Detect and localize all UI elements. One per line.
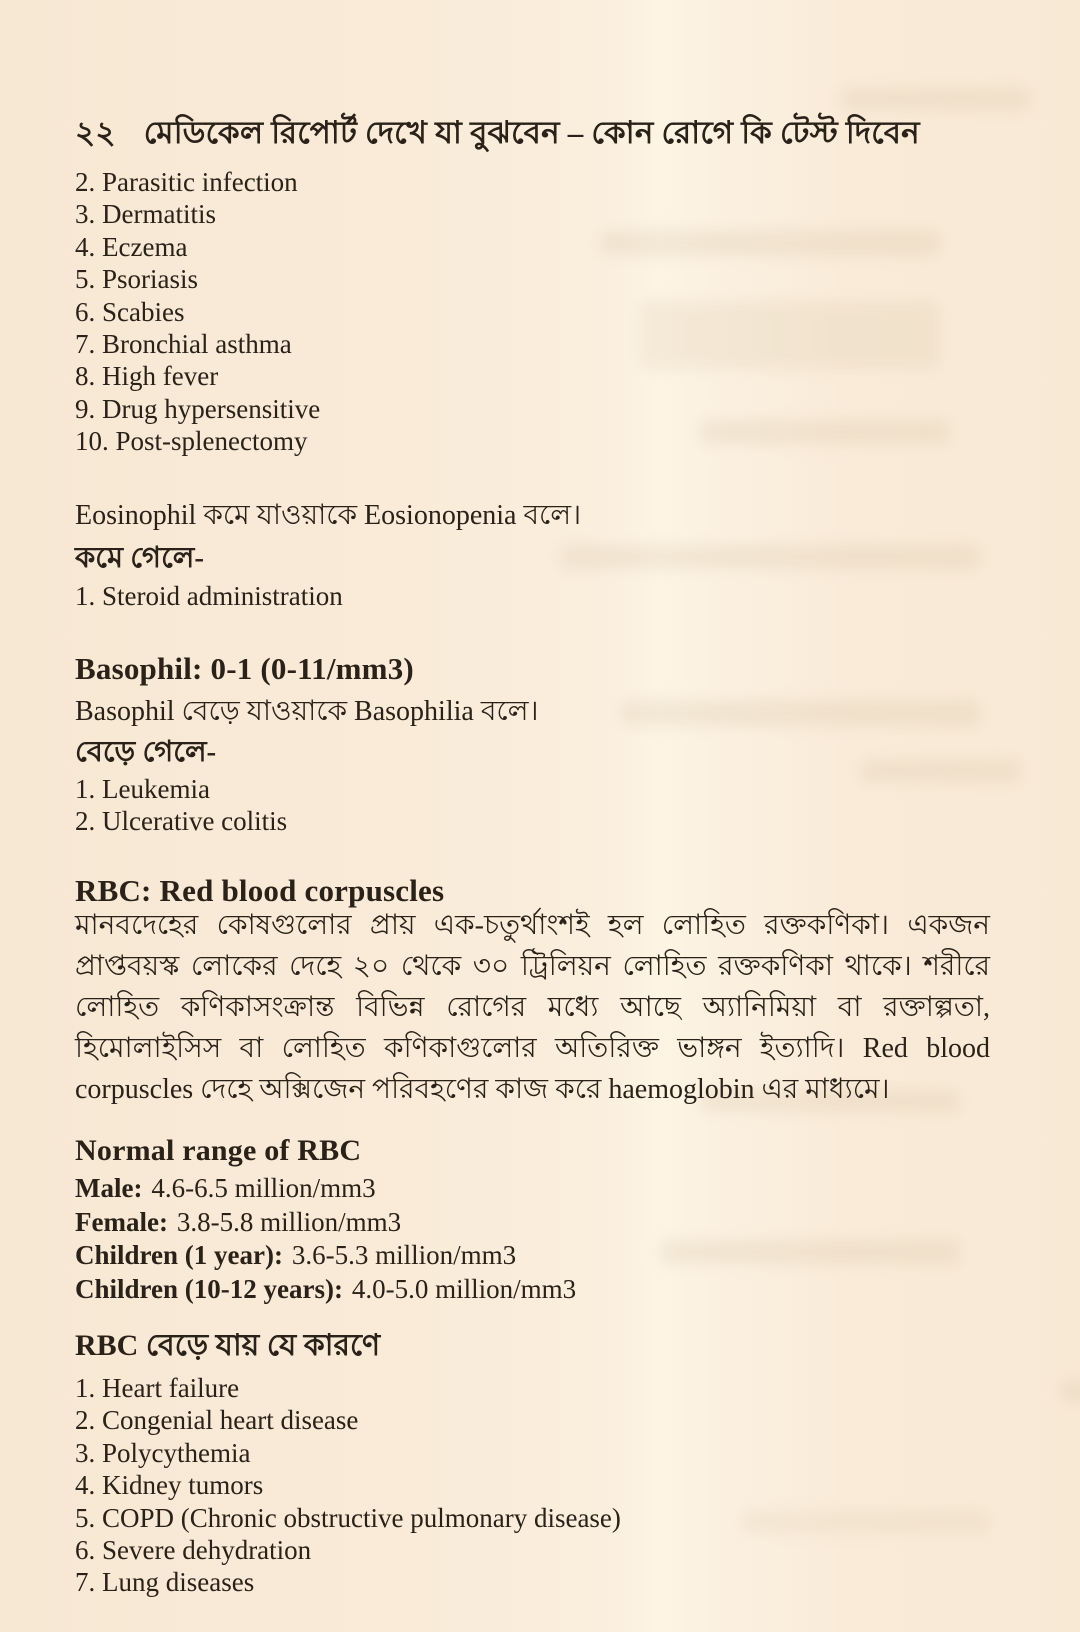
list-item: 10. Post-splenectomy — [75, 426, 308, 457]
range-value: 3.6-5.3 million/mm3 — [291, 1240, 517, 1270]
basophil-definition: Basophil বেড়ে যাওয়াকে Basophilia বলে। — [75, 696, 539, 727]
rbc-normal-range-list — [75, 1172, 990, 1306]
list-item: 6. Scabies — [75, 296, 185, 327]
list-item: 4. Kidney tumors — [75, 1470, 264, 1501]
list-item: 1. Heart failure — [75, 1373, 240, 1403]
range-entry — [75, 1239, 990, 1273]
list-item: 3. Polycythemia — [75, 1437, 251, 1468]
list-item: 6. Severe dehydration — [75, 1535, 312, 1566]
list-item: 7. Bronchial asthma — [75, 329, 292, 360]
bleed-through-artifact — [840, 88, 1030, 110]
range-entry — [75, 1206, 990, 1240]
page-number: ২২ — [75, 115, 116, 150]
rbc-increase-heading: RBC বেড়ে যায় যে কারণে — [75, 1329, 381, 1362]
range-label: Female: — [75, 1206, 168, 1237]
eosinopenia-causes-list — [75, 580, 990, 612]
range-entry — [75, 1172, 990, 1206]
range-value: 3.8-5.8 million/mm3 — [176, 1206, 402, 1237]
range-label: Children (1 year): — [75, 1240, 283, 1270]
chapter-title: মেডিকেল রিপোর্ট দেখে যা বুঝবেন – কোন রোগে কি টেস্ট দিবেন — [143, 115, 920, 150]
chapter-header — [75, 112, 990, 154]
range-value: 4.6-6.5 million/mm3 — [151, 1173, 376, 1203]
eosinophilia-causes-list — [75, 166, 990, 458]
basophilia-subheading: বেড়ে গেলে- — [75, 736, 217, 768]
list-item: 5. COPD (Chronic obstructive pulmonary disease) — [75, 1502, 621, 1533]
list-item: 2. Congenial heart disease — [75, 1405, 359, 1436]
list-item: 2. Parasitic infection — [75, 167, 298, 197]
list-item: 7. Lung diseases — [75, 1567, 255, 1598]
list-item: 1. Steroid administration — [75, 581, 343, 611]
range-value: 4.0-5.0 million/mm3 — [351, 1273, 577, 1304]
eosinopenia-definition: Eosinophil কমে যাওয়াকে Eosionopenia বলে। — [75, 500, 582, 531]
basophilia-causes-list — [75, 773, 990, 838]
bleed-through-artifact — [1060, 1380, 1080, 1402]
list-item: 3. Dermatitis — [75, 199, 216, 230]
list-item: 2. Ulcerative colitis — [75, 806, 288, 837]
rbc-heading: RBC: Red blood corpuscles — [75, 873, 445, 908]
range-label: Children (10-12 years): — [75, 1273, 343, 1304]
range-entry — [75, 1273, 990, 1307]
list-item: 1. Leukemia — [75, 774, 210, 804]
rbc-paragraph: মানবদেহের কোষগুলোর প্রায় এক-চতুর্থাংশই হল লোহিত রক্তকণিকা। একজন প্রাপ্তবয়স্ক লোকের দেহে ২০ থেকে ৩০ ট্রিলিয়ন লোহিত রক্তকণিকা থাকে। শরীরে লোহিত কণিকাসংক্রান্ত বিভিন্ন রোগের মধ্যে আছে অ্যানিমিয়া বা রক্তাল্পতা, হিমোলাইসিস বা লোহিত কণিকাগুলোর অতিরিক্ত ভাঙ্গন ইত্যাদি। Red blood corpuscles দেহে অক্সিজেন পরিবহণের কাজ করে haemoglobin এর মাধ্যমে। — [75, 910, 990, 1105]
eosinopenia-subheading: কমে গেলে- — [75, 542, 204, 574]
range-label: Male: — [75, 1173, 143, 1203]
list-item: 4. Eczema — [75, 231, 188, 262]
list-item: 9. Drug hypersensitive — [75, 393, 321, 424]
rbc-increase-causes-list — [75, 1372, 990, 1599]
list-item: 5. Psoriasis — [75, 264, 199, 295]
basophil-heading: Basophil: 0-1 (0-11/mm3) — [75, 651, 414, 686]
list-item: 8. High fever — [75, 361, 219, 392]
rbc-normal-range-heading: Normal range of RBC — [75, 1134, 362, 1167]
